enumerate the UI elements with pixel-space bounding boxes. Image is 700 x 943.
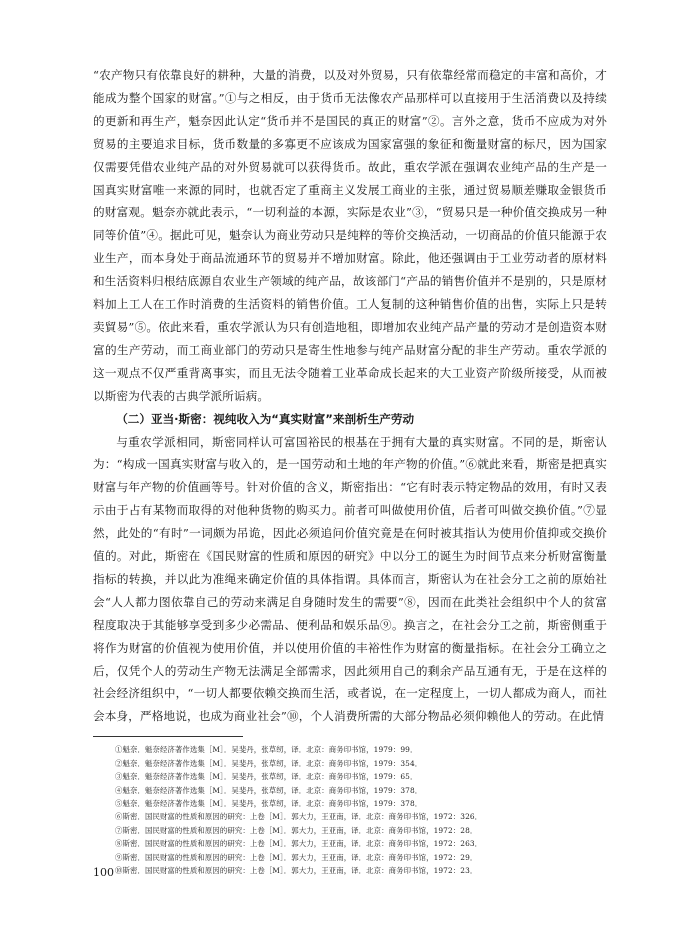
footnote-list	[93, 743, 607, 877]
footnote: ⑥斯密．国民财富的性质和原因的研究：上卷［M］．郭大力，王亚南，译．北京：商务印书馆，1972：326．	[115, 812, 483, 822]
footnote: ①魁奈．魁奈经济著作选集［M］．吴斐丹，张草纫，译．北京：商务印书馆，1979：99．	[115, 745, 418, 755]
footnote: ⑦斯密．国民财富的性质和原因的研究：上卷［M］．郭大力，王亚南，译．北京：商务印书馆，1972：28．	[115, 825, 478, 835]
footnote-divider	[93, 736, 243, 737]
footnote: ⑤魁奈．魁奈经济著作选集［M］．吴斐丹，张草纫，译．北京：商务印书馆，1979：378．	[115, 798, 423, 808]
body-paragraph-2: 与重农学派相同，斯密同样认可富国裕民的根基在于拥有大量的真实财富。不同的是，斯密认为：“构成一国真实财富与收入的，是一国劳动和土地的年产物的价值。”⑥就此来看，斯密是把真实财富与年产物的价值画等号。针对价值的含义，斯密指出：“它有时表示特定物品的效用，有时又表示由于占有某物而取得的对他种货物的购买力。前者可叫做使用价值，后者可叫做交换价值。”⑦显然，此处的“有时”一词颇为吊诡，因此必须追问价值究竟是在何时被其指认为使用价值抑或交换价值的。对此，斯密在《国民财富的性质和原因的研究》中以分工的诞生为时间节点来分析财富衡量指标的转换，并以此为准绳来确定价值的具体指谓。具体而言，斯密认为在社会分工之前的原始社会“人人都力图依靠自己的劳动来满足自身随时发生的需要”⑧，因而在此类社会组织中个人的贫富程度取决于其能够享受到多少必需品、便利品和娱乐品⑨。换言之，在社会分工之前，斯密侧重于将作为财富的价值视为使用价值，并以使用价值的丰裕性作为财富的衡量指标。在社会分工确立之后，仅凭个人的劳动生产物无法满足全部需求，因此须用自己的剩余产品互通有无，于是在这样的社会经济组织中，“一切人都要依赖交换而生活，或者说，在一定程度上，一切人都成为商人，而社会本身，严格地说，也成为商业社会”⑩，个人消费所需的大部分物品必须仰赖他人的劳动。在此情	[93, 434, 607, 724]
footnote: ⑧斯密．国民财富的性质和原因的研究：上卷［M］．郭大力，王亚南，译．北京：商务印书馆，1972：263．	[115, 839, 483, 849]
footnote: ⑩斯密．国民财富的性质和原因的研究：上卷［M］．郭大力，王亚南，译．北京：商务印书馆，1972：23．	[115, 865, 478, 875]
page-body	[93, 64, 607, 877]
body-paragraph-1: “农产物只有依靠良好的耕种，大量的消费，以及对外贸易，只有依靠经常而稳定的丰富和高价，才能成为整个国家的财富。”①与之相反，由于货币无法像农产品那样可以直接用于生活消费以及持续的更新和再生产，魁奈因此认定“货币并不是国民的真正的财富”②。言外之意，货币不应成为对外贸易的主要追求目标，货币数量的多寡更不应该成为国家富强的象征和衡量财富的标尺，因为国家仅需要凭借农业纯产品的对外贸易就可以获得货币。故此，重农学派在强调农业纯产品的生产是一国真实财富唯一来源的同时，也就否定了重商主义发展工商业的主张，通过贸易顺差赚取金银货币的财富观。魁奈亦就此表示，“一切利益的本源，实际是农业”③，“贸易只是一种价值交换成另一种同等价值”④。据此可见，魁奈认为商业劳动只是纯粹的等价交换活动，一切商品的价值只能源于农业生产，而本身处于商品流通环节的贸易并不增加财富。除此，他还强调由于工业劳动者的原材料和生活资料归根结底源自农业生产领域的纯产品，故该部门“产品的销售价值并不是别的，只是原材料加上工人在工作时消费的生活资料的销售价值。工人复制的这种销售价值的出售，实际上只是转卖貿易”⑤。依此来看，重农学派认为只有创造地租，即增加农业纯产品产量的劳动才是创造资本财富的生产劳动，而工商业部门的劳动只是寄生性地参与纯产品财富分配的非生产劳动。重农学派的这一观点不仅严重背离事实，而且无法令随着工业革命成长起来的大工业资产阶级所接受，从而被以斯密为代表的古典学派所诟病。	[93, 68, 607, 403]
footnote: ③魁奈．魁奈经济著作选集［M］．吴斐丹，张草纫，译．北京：商务印书馆，1979：65．	[115, 772, 418, 782]
page-number: 100	[93, 866, 114, 879]
footnote: ④魁奈．魁奈经济著作选集［M］．吴斐丹，张草纫，译．北京：商务印书馆，1979：378．	[115, 785, 423, 795]
footnote: ②魁奈．魁奈经济著作选集［M］．吴斐丹，张草纫，译．北京：商务印书馆，1979：354．	[115, 758, 423, 768]
section-heading: （二）亚当·斯密：视纯收入为“真实财富”来剖析生产劳动	[116, 411, 415, 426]
footnote: ⑨斯密．国民财富的性质和原因的研究：上卷［M］．郭大力，王亚南，译．北京：商务印书馆，1972：29．	[115, 852, 478, 862]
